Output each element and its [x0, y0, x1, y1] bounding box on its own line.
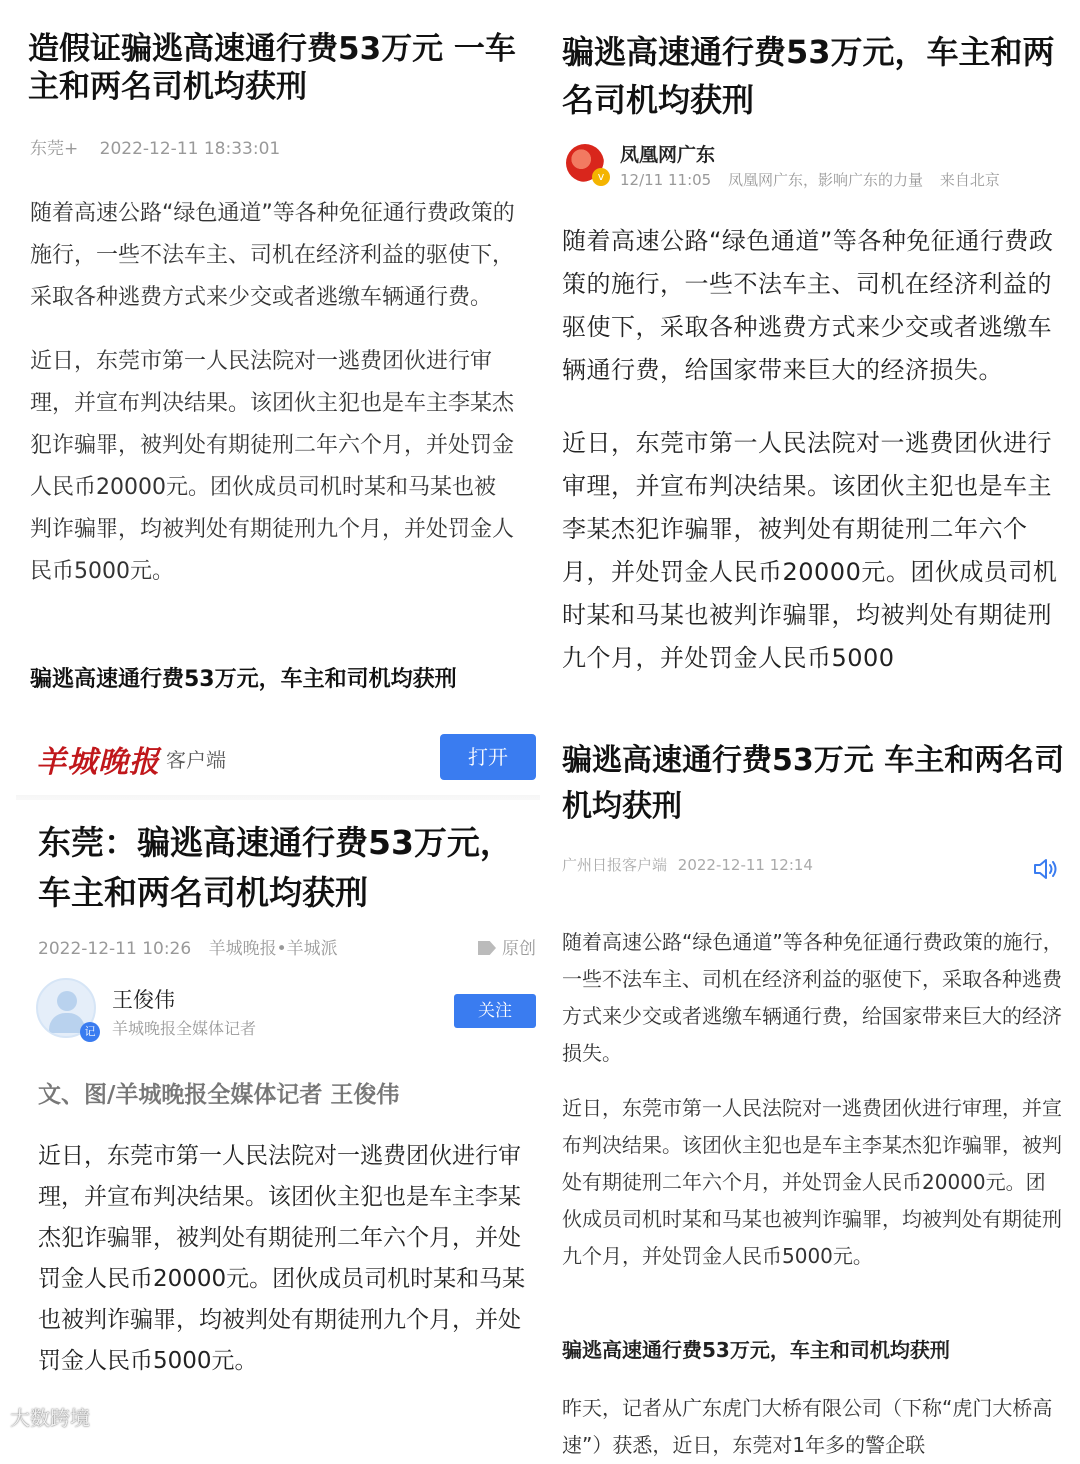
- publish-datetime: 2022-12-11 10:26: [38, 939, 192, 959]
- article-title: 东莞：骗逃高速通行费53万元，车主和两名司机均获刑: [38, 823, 513, 912]
- publish-datetime: 2022-12-11 12:14: [677, 856, 813, 874]
- author-name[interactable]: 王俊伟: [112, 988, 175, 1012]
- tag-label: 原创: [502, 939, 536, 959]
- original-tag: [478, 934, 536, 959]
- paragraph: 近日，东莞市第一人民法院对一逃费团伙进行审理，并宣布判决结果。该团伙主犯也是车主李某杰犯诈骗罪，被判处有期徒刑二年六个月，并处罚金人民币20000元。团伙成员司机时某和马某也被判诈骗罪，均被判处有期徒刑九个月，并处罚金人民币5000元。: [30, 349, 515, 584]
- publish-time: 12/11 11:05: [620, 171, 712, 189]
- article-panel-yangcheng: [0, 800, 540, 1440]
- paragraph: 近日，东莞市第一人民法院对一逃费团伙进行审理，并宣布判决结果。该团伙主犯也是车主李某杰犯诈骗罪，被判处有期徒刑二年六个月，并处罚金人民币20000元。团伙成员司机时某和马某也被判诈骗罪，均被判处有期徒刑九个月，并处罚金人民币5000元。: [562, 1096, 1062, 1268]
- article-panel-dongguan-plus: [0, 0, 540, 800]
- paragraph: 随着高速公路“绿色通道”等各种免征通行费政策的施行，一些不法车主、司机在经济利益的驱使下，采取各种逃费方式来少交或者逃缴车辆通行费，给国家带来巨大的经济损失。: [562, 227, 1054, 384]
- article-title: 骗逃高速通行费53万元 车主和两名司机均获刑: [562, 743, 1065, 824]
- source-name: 广州日报客户端: [562, 856, 668, 874]
- article-panel-ifeng-guangdong: [540, 0, 1080, 720]
- paragraph: 随着高速公路“绿色通道”等各种免征通行费政策的施行，一些不法车主、司机在经济利益的驱使下，采取各种逃费方式来少交或者逃缴车辆通行费。: [30, 201, 515, 310]
- article-body: [38, 1136, 532, 1382]
- byline: 文、图/羊城晚报全媒体记者 王俊伟: [38, 1082, 400, 1108]
- article-body: [562, 924, 1064, 1293]
- follow-button[interactable]: 关注: [454, 994, 536, 1028]
- article-meta: [38, 934, 536, 959]
- source-name: 东莞+: [30, 139, 79, 159]
- source-tagline: 凤凰网广东，影响广东的力量: [728, 171, 924, 189]
- source-name: 羊城晚报•羊城派: [208, 939, 338, 959]
- article-body: [30, 193, 516, 615]
- author-role: 羊城晚报全媒体记者: [112, 1019, 257, 1038]
- reporter-badge-icon: 记: [80, 1022, 100, 1042]
- article-panel-guangzhou-daily: [540, 720, 1080, 1457]
- tag-icon: [478, 941, 496, 955]
- speaker-icon[interactable]: [1032, 856, 1062, 882]
- article-title: 造假证骗逃高速通行费53万元 一车主和两名司机均获刑: [28, 31, 516, 105]
- location: 来自北京: [939, 171, 1000, 189]
- source-row: [562, 140, 1062, 192]
- verified-icon: v: [592, 168, 610, 186]
- article-meta: [30, 134, 280, 159]
- article-title: 骗逃高速通行费53万元，车主和两名司机均获刑: [562, 33, 1055, 119]
- paragraph: 昨天，记者从广东虎门大桥有限公司（下称“虎门大桥高速”）获悉，近日，东莞对1年多的警企联: [562, 1396, 1053, 1457]
- app-download-bar: [30, 733, 536, 781]
- publish-datetime: 2022-12-11 18:33:01: [99, 139, 281, 159]
- paragraph: 近日，东莞市第一人民法院对一逃费团伙进行审理，并宣布判决结果。该团伙主犯也是车主李某杰犯诈骗罪，被判处有期徒刑二年六个月，并处罚金人民币20000元。团伙成员司机时某和马某也被判诈骗罪，均被判处有期徒刑九个月，并处罚金人民币5000元。: [38, 1143, 526, 1374]
- watermark: 大数跨境: [10, 1406, 90, 1430]
- open-app-button[interactable]: 打开: [440, 734, 536, 780]
- article-subheading: 骗逃高速通行费53万元，车主和司机均获刑: [30, 667, 457, 692]
- article-subheading: 骗逃高速通行费53万元，车主和司机均获刑: [562, 1338, 950, 1362]
- source-meta: [620, 169, 1000, 190]
- author-row: [36, 978, 536, 1042]
- article-body: [562, 220, 1062, 710]
- source-name[interactable]: 凤凰网广东: [620, 144, 716, 166]
- article-meta: [562, 854, 813, 875]
- yangcheng-evening-news-logo: 羊城晚报: [36, 745, 160, 780]
- app-label: 客户端: [166, 748, 226, 772]
- paragraph: 近日，东莞市第一人民法院对一逃费团伙进行审理，并宣布判决结果。该团伙主犯也是车主李某杰犯诈骗罪，被判处有期徒刑二年六个月，并处罚金人民币20000元。团伙成员司机时某和马某也被判诈骗罪，均被判处有期徒刑九个月，并处罚金人民币5000: [562, 429, 1058, 672]
- paragraph: 随着高速公路“绿色通道”等各种免征通行费政策的施行，一些不法车主、司机在经济利益的驱使下，采取各种逃费方式来少交或者逃缴车辆通行费，给国家带来巨大的经济损失。: [562, 930, 1063, 1065]
